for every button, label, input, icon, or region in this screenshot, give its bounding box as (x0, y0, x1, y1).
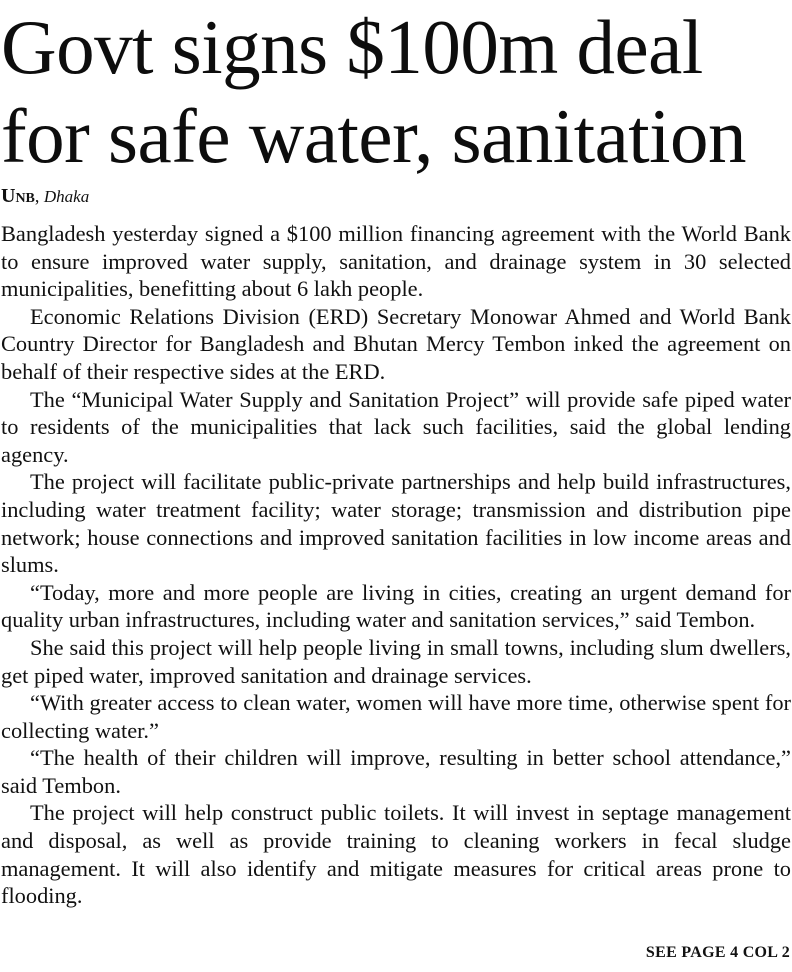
byline-agency: Unb (1, 185, 35, 207)
article-body (1, 220, 791, 910)
headline-line-2: for safe water, sanitation (1, 93, 747, 179)
paragraph: The “Municipal Water Supply and Sanitation Project” will provide safe piped water to residents of the municipalities that lack such facilities, said the global lending agency. (1, 386, 791, 467)
paragraph: “Today, more and more people are living in cities, creating an urgent demand for quality urban infrastructures, including water and sanitation services,” said Tembon. (1, 579, 791, 633)
byline-place: Dhaka (43, 187, 90, 206)
paragraph: “The health of their children will improve, resulting in better school attendance,” said Tembon. (1, 745, 791, 798)
continuation-jump-label: SEE PAGE 4 COL 2 (645, 944, 790, 961)
byline (1, 185, 791, 207)
paragraph: Bangladesh yesterday signed a $100 million financing agreement with the World Bank to ensure improved water supply, sanitation, and drainage system in 30 selected municipalities, benefitting about 6 lakh people. (1, 221, 791, 302)
headline-line-1: Govt signs $100m deal (1, 4, 703, 90)
paragraph: The project will help construct public toilets. It will invest in septage management and disposal, as well as provide training to cleaning workers in fecal sludge management. It will also identify and mitigate measures for critical areas prone to flooding. (1, 800, 791, 909)
byline-separator: , (34, 186, 40, 206)
paragraph: Economic Relations Division (ERD) Secretary Monowar Ahmed and World Bank Country Director for Bangladesh and Bhutan Mercy Tembon inked the agreement on behalf of their respective sides at the ERD. (1, 303, 791, 384)
paragraph: “With greater access to clean water, women will have more time, otherwise spent for collecting water.” (1, 690, 791, 743)
paragraph: The project will facilitate public-private partnerships and help build infrastructures, including water treatment facility; water storage; transmission and distribution pipe network; house connections and improved sanitation facilities in low income areas and slums. (1, 469, 791, 578)
headline (1, 3, 791, 181)
paragraph: She said this project will help people living in small towns, including slum dwellers, get piped water, improved sanitation and drainage services. (1, 634, 791, 688)
